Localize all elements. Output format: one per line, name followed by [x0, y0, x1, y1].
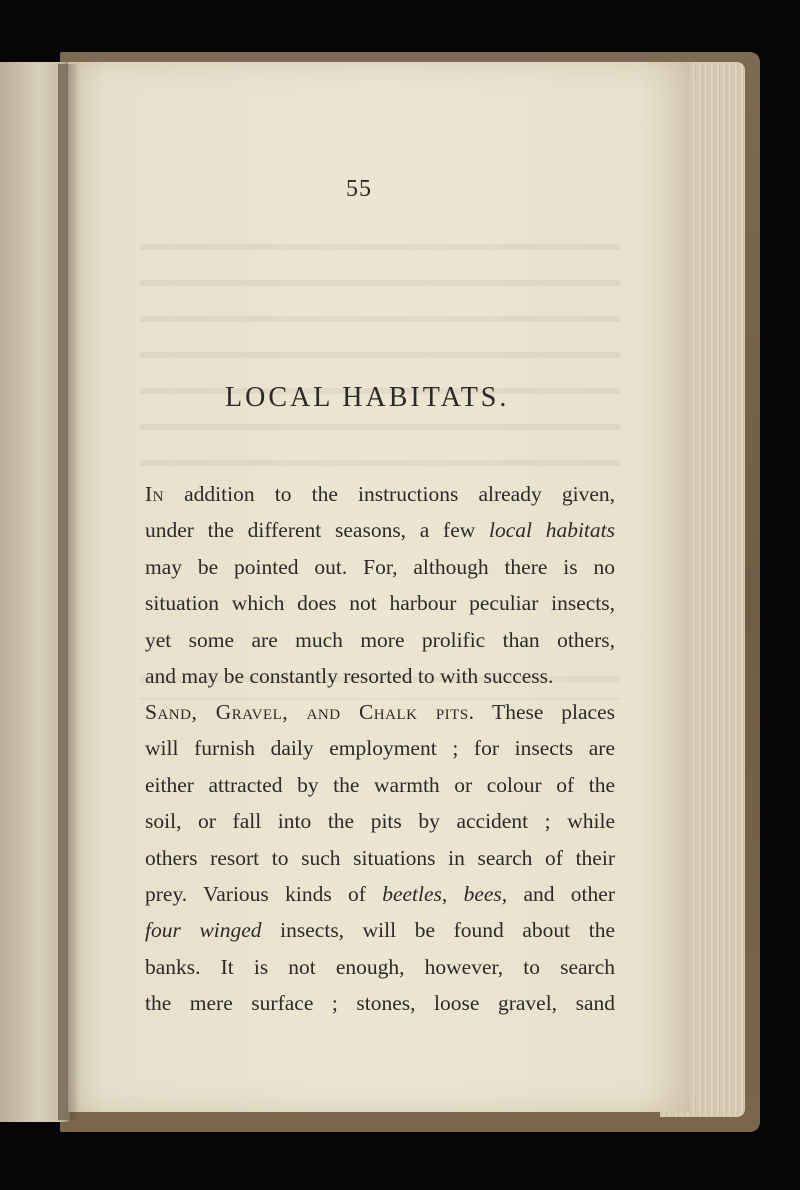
section-heading: LOCAL HABITATS. [225, 382, 510, 413]
section-lead: Sand, Gravel, and Chalk pits. [145, 700, 475, 724]
italic-term: beetles, bees, [382, 882, 508, 907]
paragraph-line: others resort to such situations in search of their [145, 845, 615, 870]
paragraph-line: banks. It is not enough, however, to search [145, 954, 615, 979]
paragraph-line: prey. Various kinds of beetles, bees, and other [145, 882, 615, 907]
paragraph-line: the mere surface ; stones, loose gravel, sand [145, 991, 615, 1016]
paragraph-line: may be pointed out. For, although there is no [145, 554, 615, 579]
page-number: 55 [346, 176, 372, 202]
paragraph-line: yet some are much more prolific than others, [145, 627, 615, 652]
paragraph-sand-gravel-chalk [145, 694, 615, 1022]
initial-word: In [145, 482, 164, 506]
paragraph-line: four winged insects, will be found about the [145, 918, 616, 943]
paragraph-line: either attracted by the warmth or colour of the [145, 772, 615, 797]
spine-shadow [58, 64, 80, 1120]
paragraph-line: under the different seasons, a few local habitats [145, 518, 615, 543]
paragraph-intro [145, 476, 615, 694]
paragraph-line: and may be constantly resorted to with success. [145, 664, 554, 689]
show-through-text [140, 226, 620, 486]
paragraph-line: soil, or fall into the pits by accident ; while [145, 809, 615, 834]
italic-term: local habitats [489, 518, 615, 543]
paragraph-line: Sand, Gravel, and Chalk pits. These places [145, 700, 615, 724]
paragraph-line: In addition to the instructions already given, [145, 482, 615, 506]
italic-term: four winged [145, 918, 262, 943]
paragraph-line: will furnish daily employment ; for insects are [145, 736, 615, 761]
paragraph-line: situation which does not harbour peculiar insects, [145, 591, 615, 616]
